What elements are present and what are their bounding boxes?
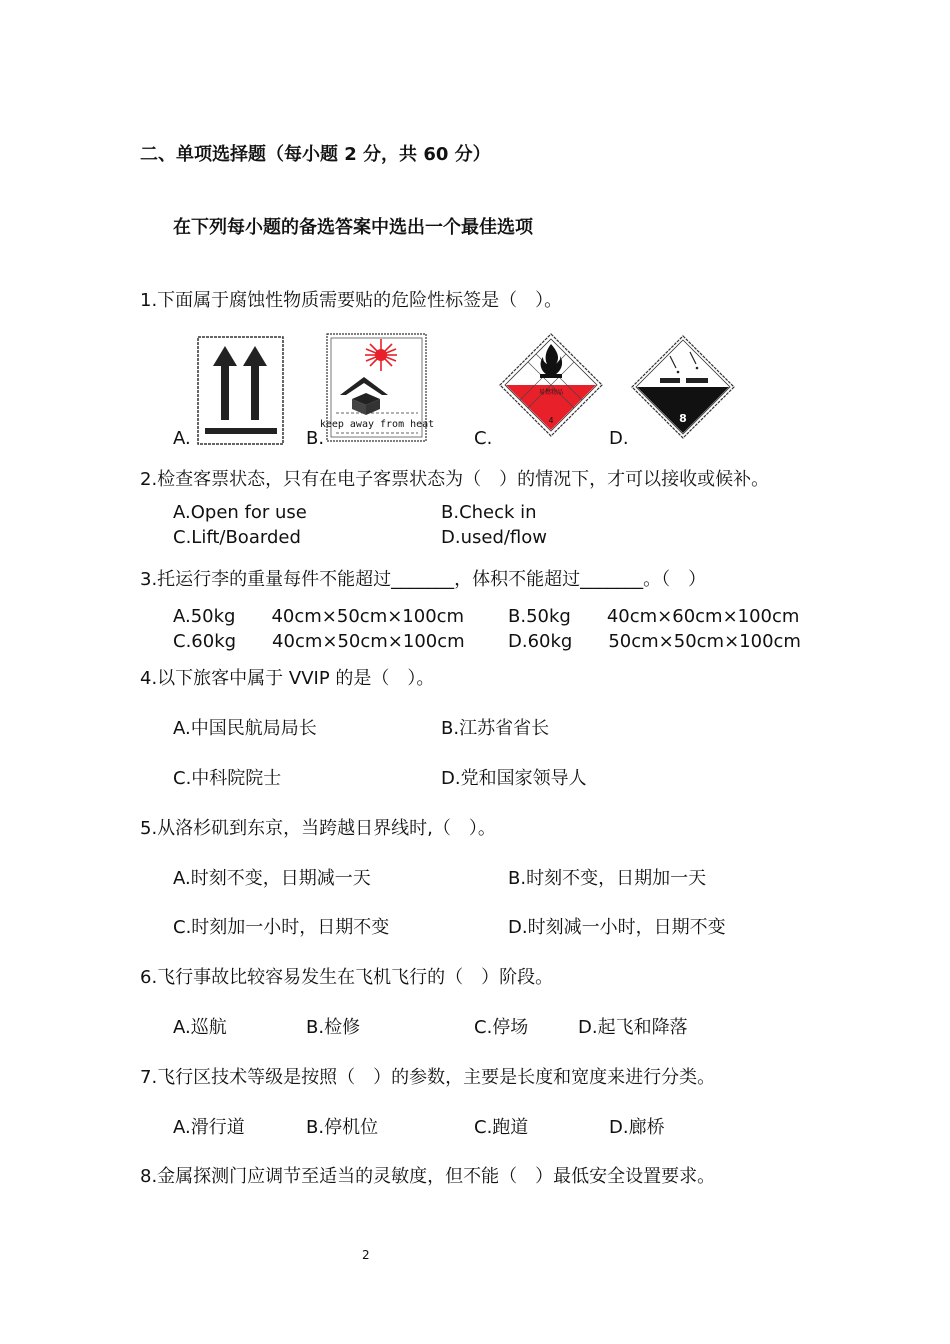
q3-option-b: B.50kg 40cm×60cm×100cm xyxy=(508,606,800,627)
q6-option-b: B.检修 xyxy=(306,1017,361,1038)
q7-option-b: B.停机位 xyxy=(306,1117,379,1138)
class-8-number: 8 xyxy=(679,412,687,425)
this-way-up-label-image xyxy=(197,336,285,450)
question-1: 1.下面属于腐蚀性物质需要贴的危险性标签是（ ）。 xyxy=(140,290,563,311)
q1-option-b-label: B. xyxy=(306,428,325,449)
q5-option-b: B.时刻不变，日期加一天 xyxy=(508,868,707,889)
keep-away-caption: keep away from heat xyxy=(319,419,435,430)
q6-option-a: A.巡航 xyxy=(173,1017,227,1038)
q1-option-d-label: D. xyxy=(609,428,629,449)
q2-option-d: D.used/flow xyxy=(441,527,548,548)
q4-option-d: D.党和国家领导人 xyxy=(441,768,587,789)
q2-option-a: A.Open for use xyxy=(173,502,307,523)
q5-option-a: A.时刻不变，日期减一天 xyxy=(173,868,371,889)
q1-option-c-label: C. xyxy=(474,428,493,449)
flammable-solid-label-image xyxy=(498,332,604,442)
q7-option-a: A.滑行道 xyxy=(173,1117,245,1138)
question-5: 5.从洛杉矶到东京，当跨越日界线时,（ ）。 xyxy=(140,818,496,839)
page-number: 2 xyxy=(362,1248,370,1262)
q6-option-c: C.停场 xyxy=(474,1017,529,1038)
class-4-number: 4 xyxy=(548,416,554,425)
section-title: 二、单项选择题（每小题 2 分，共 60 分） xyxy=(140,144,491,165)
question-6: 6.飞行事故比较容易发生在飞机飞行的（ ）阶段。 xyxy=(140,967,554,988)
q3-option-d: D.60kg 50cm×50cm×100cm xyxy=(508,631,801,652)
q3-option-c: C.60kg 40cm×50cm×100cm xyxy=(173,631,465,652)
q6-option-d: D.起飞和降落 xyxy=(578,1017,688,1038)
flammable-label-text: 易燃物品 xyxy=(538,389,564,396)
q4-option-b: B.江苏省省长 xyxy=(441,718,550,739)
question-7: 7.飞行区技术等级是按照（ ）的参数，主要是长度和宽度来进行分类。 xyxy=(140,1067,716,1088)
q4-option-a: A.中国民航局局长 xyxy=(173,718,317,739)
question-8: 8.金属探测门应调节至适当的灵敏度，但不能（ ）最低安全设置要求。 xyxy=(140,1166,716,1187)
q5-option-c: C.时刻加一小时，日期不变 xyxy=(173,917,390,938)
q3-option-a: A.50kg 40cm×50cm×100cm xyxy=(173,606,465,627)
section-instruction: 在下列每小题的备选答案中选出一个最佳选项 xyxy=(173,217,533,238)
corrosive-label-image xyxy=(630,334,736,444)
q7-option-c: C.跑道 xyxy=(474,1117,529,1138)
question-2: 2.检查客票状态，只有在电子客票状态为（ ）的情况下，才可以接收或候补。 xyxy=(140,469,770,490)
q7-option-d: D.廊桥 xyxy=(609,1117,665,1138)
keep-away-from-heat-label-image xyxy=(319,333,435,447)
q2-option-c: C.Lift/Boarded xyxy=(173,527,301,548)
question-3: 3.托运行李的重量每件不能超过_______，体积不能超过_______。（ ） xyxy=(140,569,707,590)
q2-option-b: B.Check in xyxy=(441,502,537,523)
question-4: 4.以下旅客中属于 VVIP 的是（ ）。 xyxy=(140,668,435,689)
q1-option-a-label: A. xyxy=(173,428,191,449)
q5-option-d: D.时刻减一小时，日期不变 xyxy=(508,917,726,938)
q4-option-c: C.中科院院士 xyxy=(173,768,282,789)
